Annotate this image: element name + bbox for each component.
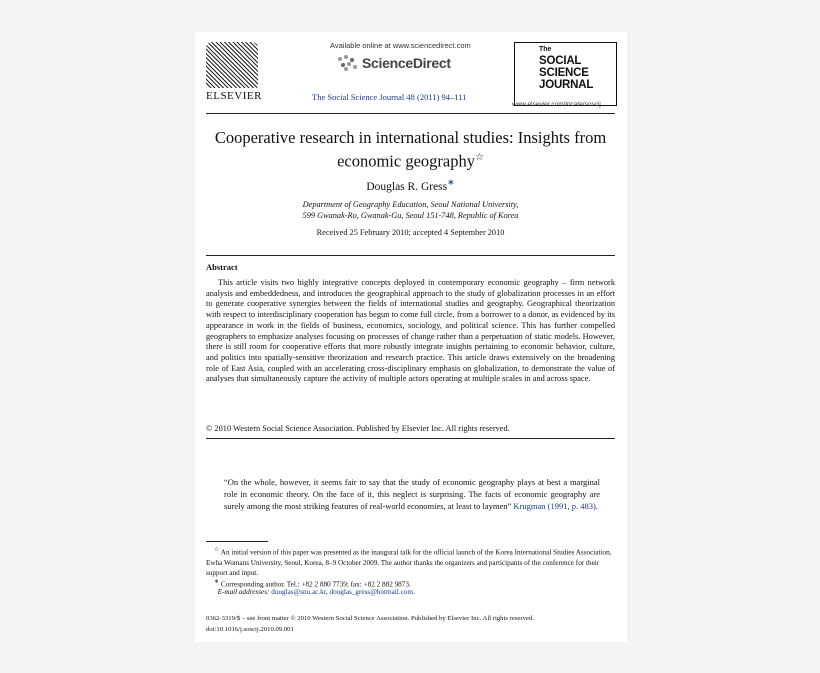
sciencedirect-dots-icon xyxy=(338,55,360,71)
footnote-corresponding: ∗ Corresponding author. Tel.: +82 2 880 7739; fax: +82 2 882 9873. xyxy=(214,579,411,589)
doi[interactable]: doi:10.1016/j.soscij.2010.09.001 xyxy=(206,625,294,633)
abstract-copyright: © 2010 Western Social Science Association. Published by Elsevier Inc. All rights reserved. xyxy=(206,424,510,433)
abstract-bottom-divider xyxy=(206,438,615,439)
email-link-hotmail[interactable]: douglas_gress@hotmail.com xyxy=(329,588,413,596)
abstract-heading: Abstract xyxy=(206,262,238,272)
sciencedirect-logo xyxy=(338,53,451,73)
footnote-star: ☆ An initial version of this paper was presented as the inaugural talk for the official launch of the Korea International Studies Association, Ewha Womans University, Seoul, Korea, 8–9 October 2009. The author thanks the organizers and participants of the conference for their support and input. xyxy=(206,547,612,578)
krugman-citation-link[interactable]: Krugman (1991, p. 483) xyxy=(513,501,596,511)
issn-line: 0362-3319/$ – see front matter © 2010 Western Social Science Association. Published by Elsevier Inc. All rights reserved. xyxy=(206,615,534,622)
affiliation: Department of Geography Education, Seoul National University, 599 Gwanak-Ro, Gwanak-Gu, Seoul 151-748, Republic of Korea xyxy=(302,200,519,220)
available-online-text: Available online at www.sciencedirect.com xyxy=(330,41,471,50)
journal-logo: The SOCIAL SCIENCE JOURNAL xyxy=(514,42,617,106)
footnote-divider xyxy=(206,541,268,542)
epigraph-quote: “On the whole, however, it seems fair to say that the study of economic geography plays at best a marginal role in economic theory. On the face of it, this neglect is surprising. The facts of economic geography are surely among the most striking features of real-world economies, at least to laymen” Krugman (1991, p. 483). xyxy=(224,477,600,511)
header-divider xyxy=(206,113,615,114)
email-link-snu[interactable]: douglas@snu.ac.kr xyxy=(271,588,326,596)
author-footnote-mark[interactable]: ∗ xyxy=(447,177,455,187)
article-title: Cooperative research in international studies: Insights from economic geography☆ xyxy=(214,128,607,171)
sciencedirect-wordmark: ScienceDirect xyxy=(362,55,451,71)
title-footnote-mark[interactable]: ☆ xyxy=(474,152,484,163)
elsevier-tree-logo xyxy=(206,42,258,88)
footnote-email: E-mail addresses: douglas@snu.ac.kr, douglas_gress@hotmail.com. xyxy=(217,588,415,596)
elsevier-wordmark: ELSEVIER xyxy=(206,90,262,102)
front-matter xyxy=(206,614,534,635)
author: Douglas R. Gress∗ xyxy=(366,177,455,193)
journal-url[interactable]: www.elsevier.com/locate/soscij xyxy=(512,101,601,108)
journal-reference[interactable]: The Social Science Journal 48 (2011) 94–111 xyxy=(312,92,467,102)
received-dates: Received 25 February 2010; accepted 4 September 2010 xyxy=(316,228,505,237)
abstract-top-divider xyxy=(206,255,615,256)
abstract-text: This article visits two highly integrative concepts deployed in contemporary economic geography – firm network analysis and embeddedness, and introduces the geographical approach to the study of globalization processes in an effort to generate cooperative synergies between the fields of international studies and geography. Geographical theorization with respect to interdisciplinary cooperation has begun to come full circle, from a borrower to a donor, as evidenced by its appearance in work in the fields of business, economics, sociology, and political science. This has further compelled geographers to emphasize analyses focusing on processes of change rather than a perpetuation of static models. However, there is still room for cooperative efforts that more robustly integrate insights pertaining to economic behavior, culture, and politics into spatially-sensitive theorization and research practice. This article draws extensively on the broadening role of East Asia, coupled with an accelerating cross-disciplinary emphasis on globalization, to demonstrate the value of analyses that simultaneously capture the activity of multiple actors operating at multiple scales in and across space. xyxy=(206,278,615,384)
